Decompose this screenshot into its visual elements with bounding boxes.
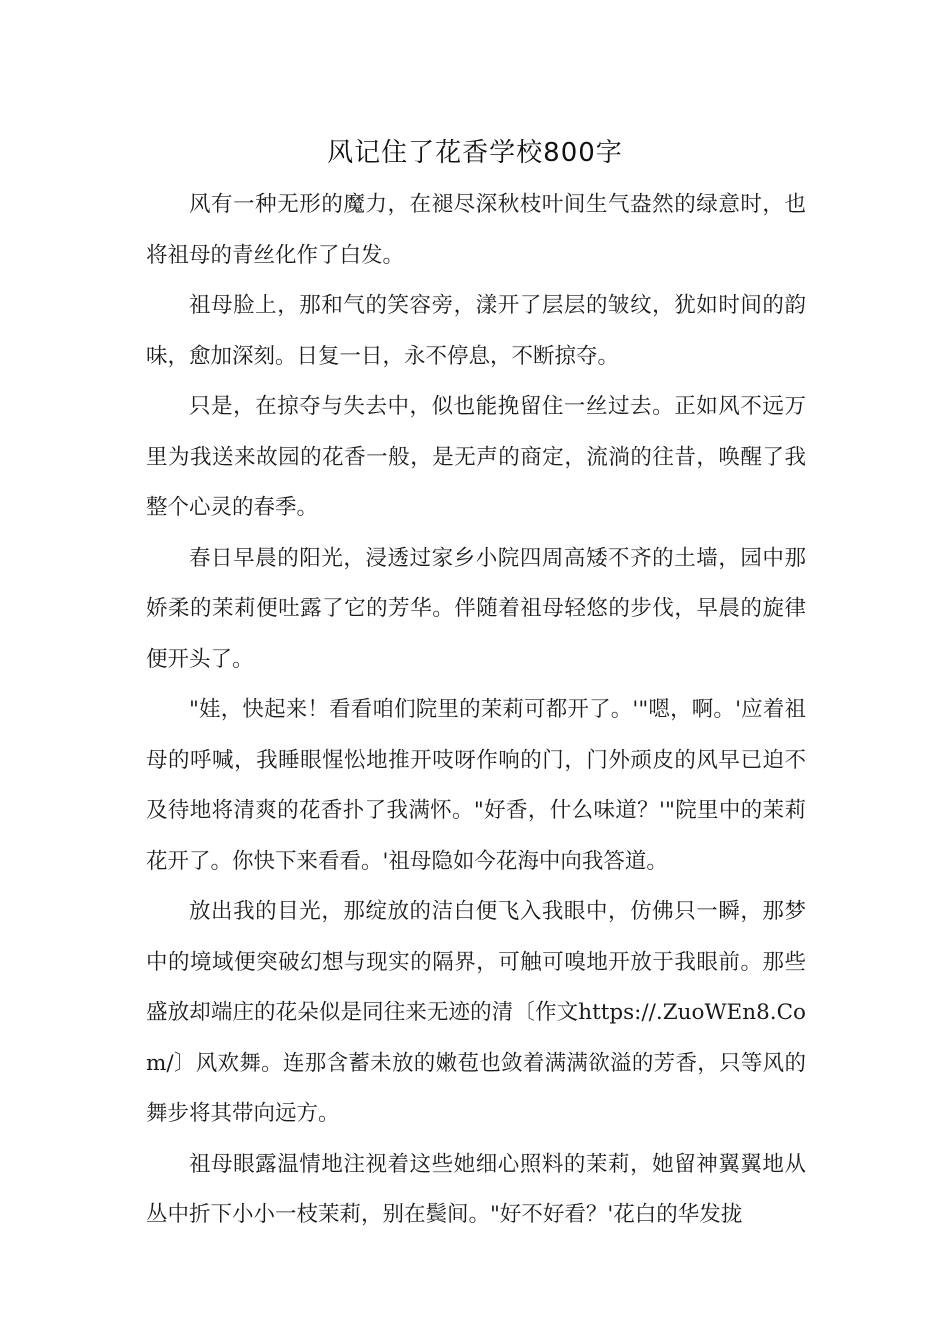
paragraph: 只是，在掠夺与失去中，似也能挽留住一丝过去。正如风不远万里为我送来故园的花香一般，是无声的商定，流淌的往昔，唤醒了我整个心灵的春季。 (146, 394, 806, 520)
paragraph: 风有一种无形的魔力，在褪尽深秋枝叶间生气盎然的绿意时，也将祖母的青丝化作了白发。 (146, 192, 806, 268)
paragraph: 祖母脸上，那和气的笑容旁，漾开了层层的皱纹，犹如时间的韵味，愈加深刻。日复一日，永不停息，不断掠夺。 (146, 293, 806, 369)
paragraph: 祖母眼露温情地注视着这些她细心照料的茉莉，她留神翼翼地从丛中折下小小一枝茉莉，别在鬓间。"好不好看？'花白的华发拢 (146, 1151, 806, 1227)
paragraph: 春日早晨的阳光，浸透过家乡小院四周高矮不齐的土墙，园中那娇柔的茉莉便吐露了它的芳华。伴随着祖母轻悠的步伐，早晨的旋律便开头了。 (146, 545, 806, 672)
document-title: 风记住了花香学校800字 (327, 138, 623, 168)
document-body (146, 180, 806, 1241)
paragraph: "娃，快起来！看看咱们院里的茉莉可都开了。'"嗯，啊。'应着祖母的呼喊，我睡眼惺忪地推开吱呀作响的门，门外顽皮的风早已迫不及待地将清爽的花香扑了我满怀。"好香，什么味道？'"院里中的茉莉花开了。你快下来看看。'祖母隐如今花海中向我答道。 (146, 697, 806, 874)
paragraph: 放出我的目光，那绽放的洁白便飞入我眼中，仿佛只一瞬，那梦中的境域便突破幻想与现实的隔界，可触可嗅地开放于我眼前。那些盛放却端庄的花朵似是同往来无迹的清〔作文https://.ZuoWEn8.Com/〕风欢舞。连那含蓄未放的嫩苞也敛着满满欲溢的芳香，只等风的舞步将其带向远方。 (146, 899, 806, 1126)
